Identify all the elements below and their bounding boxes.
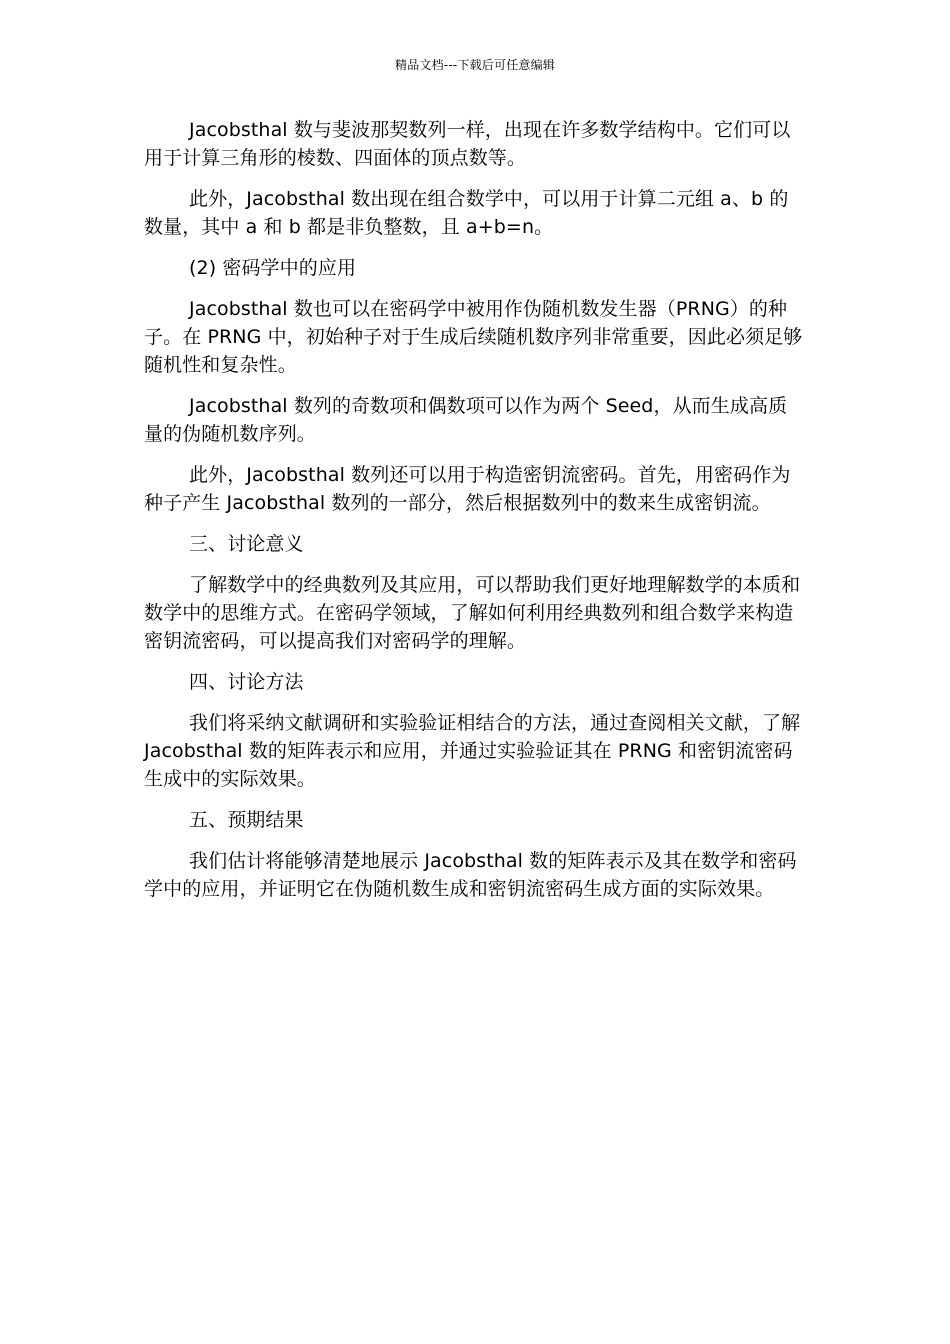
- paragraph-prng-seed: Jacobsthal 数也可以在密码学中被用作伪随机数发生器（PRNG）的种子。在 PRNG 中，初始种子对于生成后续随机数序列非常重要，因此必须足够随机性和复杂性。: [144, 298, 803, 376]
- section-heading-significance: 三、讨论意义: [189, 533, 304, 555]
- paragraph-odd-even-seeds: Jacobsthal 数列的奇数项和偶数项可以作为两个 Seed，从而生成高质量的伪随机数序列。: [144, 395, 788, 445]
- subheading-cryptography: (2) 密码学中的应用: [189, 257, 357, 279]
- paragraph-keystream-cipher: 此外，Jacobsthal 数列还可以用于构造密钥流密码。首先，用密码作为种子产生 Jacobsthal 数列的一部分，然后根据数列中的数来生成密钥流。: [144, 464, 791, 514]
- page-header: 精品文档---下载后可任意编辑: [395, 58, 555, 72]
- paragraph-combinatorics: 此外，Jacobsthal 数出现在组合数学中，可以用于计算二元组 a、b 的数量，其中 a 和 b 都是非负整数，且 a+b=n。: [144, 188, 789, 238]
- paragraph-methods: 我们将采纳文献调研和实验验证相结合的方法，通过查阅相关文献，了解 Jacobsthal 数的矩阵表示和应用，并通过实验验证其在 PRNG 和密钥流密码生成中的实际效果。: [144, 712, 801, 790]
- document-body: [144, 116, 806, 916]
- paragraph-significance: 了解数学中的经典数列及其应用，可以帮助我们更好地理解数学的本质和数学中的思维方式。在密码学领域，了解如何利用经典数列和组合数学来构造密钥流密码，可以提高我们对密码学的理解。: [144, 574, 801, 652]
- section-heading-methods: 四、讨论方法: [189, 671, 304, 693]
- section-heading-expected-results: 五、预期结果: [189, 809, 304, 831]
- paragraph-expected-results: 我们估计将能够清楚地展示 Jacobsthal 数的矩阵表示及其在数学和密码学中的应用，并证明它在伪随机数生成和密钥流密码生成方面的实际效果。: [144, 850, 797, 900]
- paragraph-jacobsthal-structures: Jacobsthal 数与斐波那契数列一样，出现在许多数学结构中。它们可以用于计算三角形的棱数、四面体的顶点数等。: [144, 119, 791, 169]
